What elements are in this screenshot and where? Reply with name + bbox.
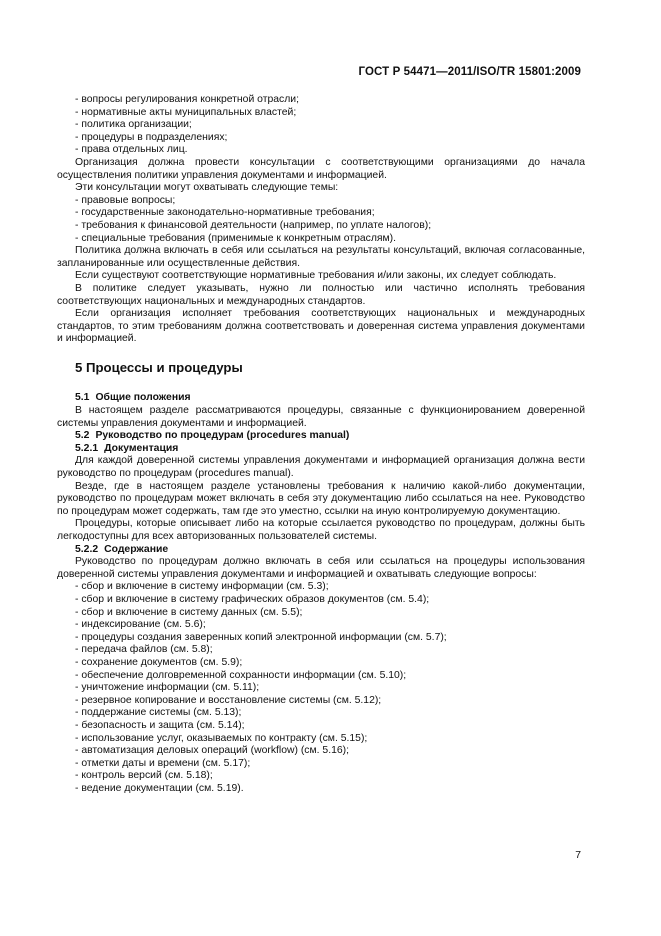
subsection-number: 5.1 <box>75 392 90 404</box>
paragraph: Везде, где в настоящем разделе установлены требования к наличию какой-либо документации, руководство по процедурам может включать в себя эту документацию либо ссылаться на нее. Руководство по процедурам может содержать, там где это уместно, ссылки на иную контролируемую документацию. <box>57 480 585 517</box>
paragraph: В политике следует указывать, нужно ли полностью или частично исполнять требования соответствующих национальных и международных стандартов. <box>57 282 585 307</box>
paragraph: Эти консультации могут охватывать следующие темы: <box>75 182 339 194</box>
list-item: - политика организации; <box>75 119 192 131</box>
list-item: - поддержание системы (см. 5.13); <box>75 707 242 719</box>
subsection-number: 5.2.2 <box>75 543 99 555</box>
subsection-number: 5.2.1 <box>75 442 99 454</box>
document-header: ГОСТ Р 54471—2011/ISO/TR 15801:2009 <box>358 66 581 78</box>
list-item: - государственные законодательно-нормативные требования; <box>75 207 375 219</box>
list-item: - сбор и включение в систему данных (см. 5.5); <box>75 606 303 618</box>
list-item: - права отдельных лиц. <box>75 144 188 156</box>
subsection-heading <box>57 443 585 456</box>
list-item: - контроль версий (см. 5.18); <box>75 770 213 782</box>
paragraph: Процедуры, которые описывает либо на которые ссылается руководство по процедурам, должны быть легкодоступны для всех авторизованных пользователей системы. <box>57 518 585 542</box>
page-number: 7 <box>575 850 581 861</box>
list-item: - сбор и включение в систему графических образов документов (см. 5.4); <box>75 593 430 605</box>
paragraph: Если организация исполняет требования соответствующих национальных и международных стандартов, то этим требованиям должна соответствовать и доверенная система управления документами и информацией. <box>57 308 585 345</box>
subsection-number: 5.2 <box>75 430 90 442</box>
list-item: - ведение документации (см. 5.19). <box>75 782 244 794</box>
list-item: - безопасность и защита (см. 5.14); <box>75 719 245 731</box>
paragraph: В настоящем разделе рассматриваются процедуры, связанные с функционированием доверенной системы управления документами и информацией. <box>57 405 585 429</box>
subsection-title: Содержание <box>104 543 169 555</box>
subsection-heading <box>57 392 585 405</box>
list-item: - сохранение документов (см. 5.9); <box>75 656 243 668</box>
list-item: - передача файлов (см. 5.8); <box>75 644 213 656</box>
list-item: - специальные требования (применимые к конкретным отраслям). <box>75 232 397 244</box>
document-body <box>57 94 585 795</box>
paragraph: Организация должна провести консультации с соответствующими организациями до начала осуществления политики управления документами и информацией. <box>57 156 585 181</box>
list-item: - процедуры в подразделениях; <box>75 131 228 143</box>
subsection-heading <box>57 430 585 443</box>
subsection-title: Руководство по процедурам (procedures manual) <box>95 430 350 442</box>
paragraph: Если существуют соответствующие нормативные требования и/или законы, их следует соблюдать. <box>75 270 557 282</box>
subsection-title: Общие положения <box>95 392 191 404</box>
subsection-heading <box>57 544 585 557</box>
list-item: - вопросы регулирования конкретной отрасли; <box>75 94 299 105</box>
list-item: - сбор и включение в систему информации (см. 5.3); <box>75 581 329 593</box>
list-item: - требования к финансовой деятельности (например, по уплате налогов); <box>75 219 432 231</box>
section-heading: 5 Процессы и процедуры <box>75 359 243 375</box>
list-item: - процедуры создания заверенных копий электронной информации (см. 5.7); <box>75 631 447 643</box>
list-item: - обеспечение долговременной сохранности информации (см. 5.10); <box>75 669 407 681</box>
list-item: - индексирование (см. 5.6); <box>75 619 206 631</box>
list-item: - использование услуг, оказываемых по контракту (см. 5.15); <box>75 732 368 744</box>
list-item: - автоматизация деловых операций (workflow) (см. 5.16); <box>75 745 349 757</box>
list-item: - нормативные акты муниципальных властей; <box>75 106 297 118</box>
paragraph: Руководство по процедурам должно включать в себя или ссылаться на процедуры использования доверенной системы управления документами и информацией и охватывать следующие вопросы: <box>57 556 585 580</box>
paragraph: Политика должна включать в себя или ссылаться на результаты консультаций, включая согласованные, запланированные или осуществленные действия. <box>57 245 585 269</box>
list-item: - уничтожение информации (см. 5.11); <box>75 682 260 694</box>
paragraph: Для каждой доверенной системы управления документами и информацией организация должна вести руководство по процедурам (procedures manual). <box>57 455 585 480</box>
list-item: - резервное копирование и восстановление системы (см. 5.12); <box>75 694 382 706</box>
list-item: - отметки даты и времени (см. 5.17); <box>75 757 251 769</box>
list-item: - правовые вопросы; <box>75 194 176 206</box>
subsection-title: Документация <box>104 442 179 454</box>
